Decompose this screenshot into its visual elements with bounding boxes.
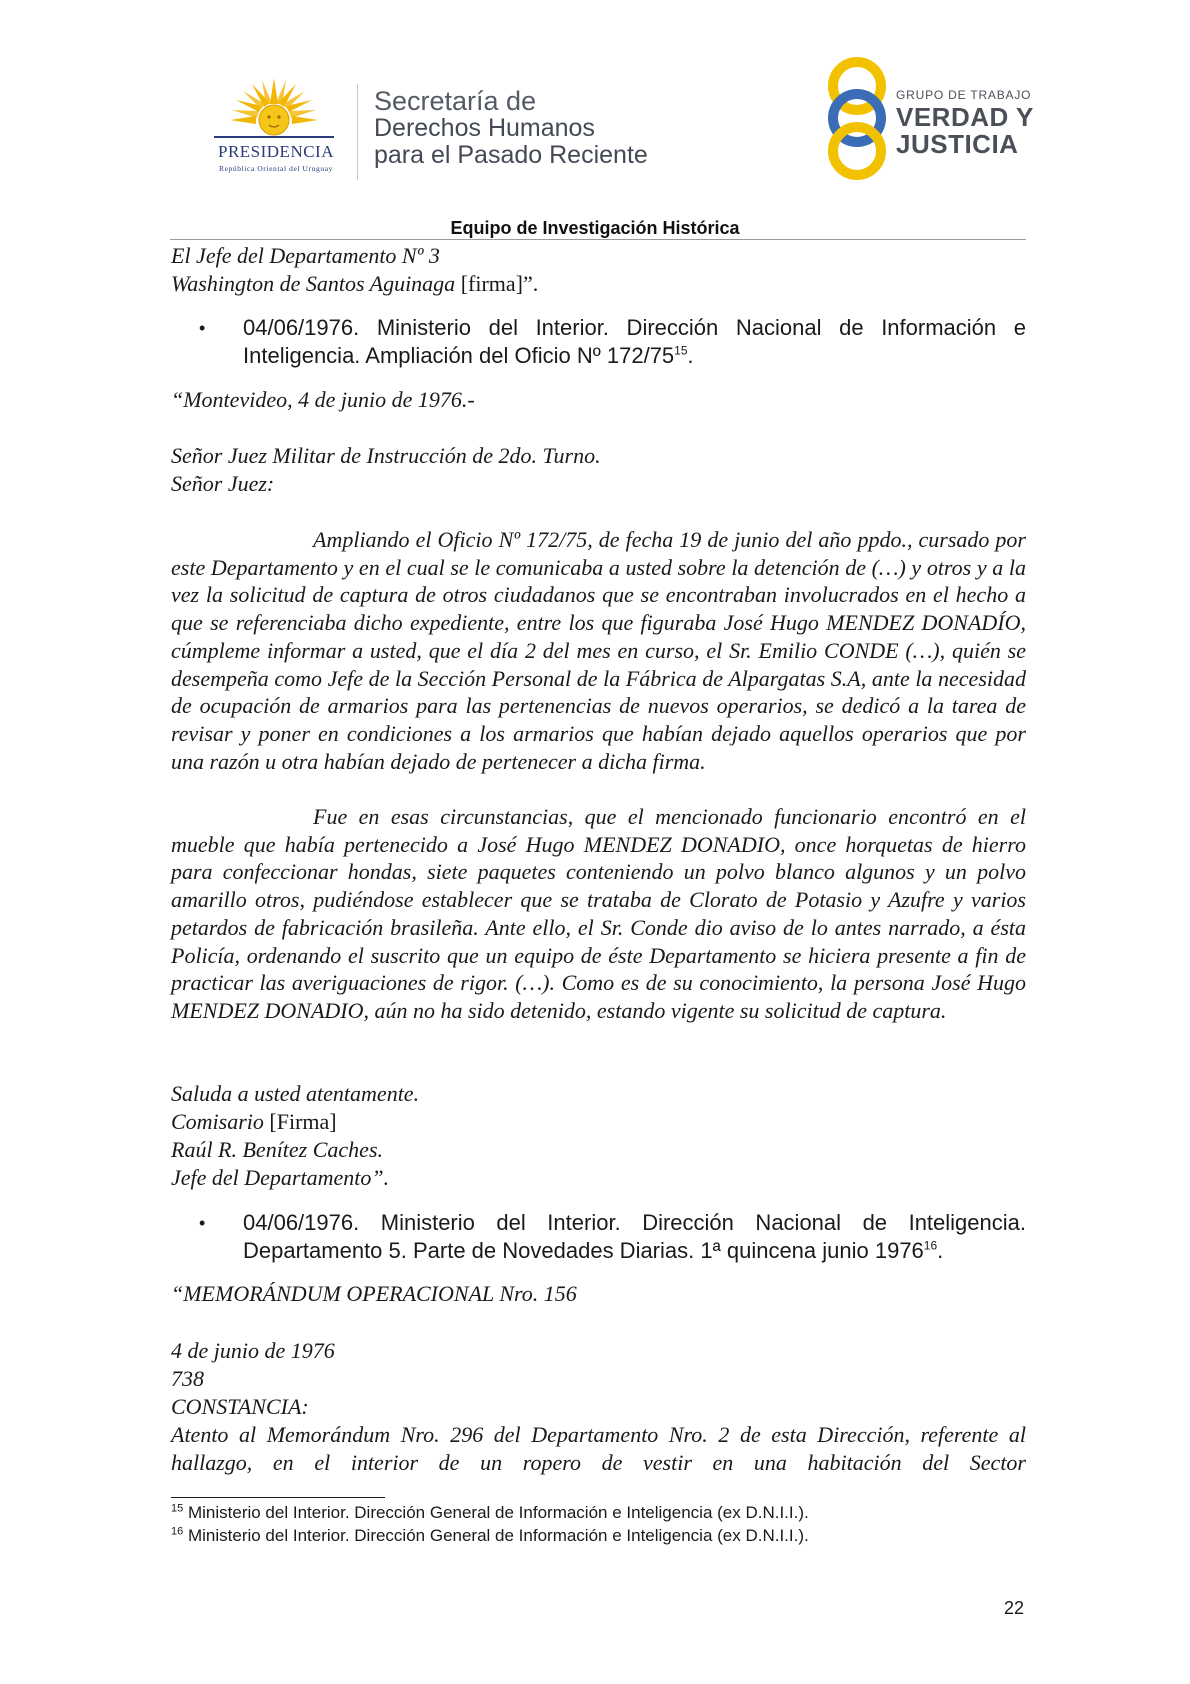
memo-title: “MEMORÁNDUM OPERACIONAL Nro. 156 xyxy=(171,1281,577,1306)
gtvj-line-1: VERDAD Y xyxy=(896,102,1034,132)
opening-line-1: El Jefe del Departamento Nº 3 xyxy=(171,243,440,268)
memo-paragraph: Atento al Memorándum Nro. 296 del Departamento Nro. 2 de esta Dirección, referente al hallazgo, en el interior de un ropero de vestir en una habitación del Sector xyxy=(171,1422,1026,1475)
page-number: 22 xyxy=(1004,1598,1025,1618)
closing-line-4: Jefe del Departamento”. xyxy=(171,1165,390,1190)
paragraph-1-text: Ampliando el Oficio Nº 172/75, de fecha 19 de junio del año ppdo., cursado por este Departamento y en el cual se le comunicaba a usted sobre la detención de (…) y otros y a la vez la solicitud de captura de otros ciudadanos que se encontraban involucrados en el hecho a que se referenciaba dicho expediente, entre los que figuraba José Hugo MENDEZ DONADÍO, cúmpleme informar a usted, que el día 2 del mes en curso, el Sr. Emilio CONDE (…), quién se desempeña como Jefe de la Sección Personal de la Fábrica de Alpargatas S.A, ante la necesidad de ocupación de armarios para las pertenencias de nuevos operarios, se dedicó a la tarea de revisar y poner en condiciones a los armarios que habían dejado aquellos operarios que por una razón u otra habían dejado de pertenecer a dicha firma. xyxy=(171,527,1026,774)
closing-line-2 xyxy=(171,1108,337,1136)
footnote-number: 16 xyxy=(171,1525,184,1538)
bullet-2-text xyxy=(243,1209,1026,1265)
closing-line-1: Saluda a usted atentamente. xyxy=(171,1081,420,1106)
footnote-ref-15[interactable]: 15 xyxy=(674,343,688,358)
footnote-rule xyxy=(171,1497,385,1498)
bullet-dot-icon: • xyxy=(199,318,206,338)
paragraph-2-text: Fue en esas circunstancias, que el mencionado funcionario encontró en el mueble que había pertenecido a José Hugo MENDEZ DONADIO, once horquetas de hierro para confeccionar hondas, siete paquetes conteniendo un polvo blanco algunos y un polvo amarillo otros, pudiéndose establecer que se trataba de Clorato de Potasio y Azufre y varios petardos de fabricación brasileña. Ante ello, el Sr. Conde dio aviso de lo antes narrado, a ésta Policía, ordenando el suscrito que un equipo de éste Departamento se hiciera presente a fin de practicar las averiguaciones de rigor. (…). Como es de su conocimiento, la persona José Hugo MENDEZ DONADIO, aún no ha sido detenido, estando vigente su solicitud de captura. xyxy=(171,804,1026,1023)
presidencia-subtitle: República Oriental del Uruguay xyxy=(218,164,333,173)
letter-paragraph-1 xyxy=(171,526,1026,775)
gtvj-small-label: GRUPO DE TRABAJO xyxy=(896,88,1032,102)
header-divider xyxy=(357,84,358,180)
sun-emblem-icon xyxy=(196,78,356,142)
footnote-text: Ministerio del Interior. Dirección General de Información e Inteligencia (ex D.N.I.I.). xyxy=(183,1503,809,1522)
bullet-1-text xyxy=(243,314,1026,370)
presidencia-wordmark: PRESIDENCIA xyxy=(217,142,334,161)
secretaria-title xyxy=(374,88,648,169)
bullet-dot-icon: • xyxy=(199,1213,206,1233)
footnote-text: Ministerio del Interior. Dirección General de Información e Inteligencia (ex D.N.I.I.). xyxy=(183,1526,809,1545)
memo-date: 4 de junio de 1976 xyxy=(171,1338,335,1363)
verdad-justicia-wordmark xyxy=(896,88,1034,158)
secretaria-line-2: Derechos Humanos xyxy=(374,114,595,142)
presidencia-logo xyxy=(196,78,356,178)
bullet-1-end: . xyxy=(687,343,694,368)
footnote-number: 15 xyxy=(171,1502,184,1515)
letter-date: “Montevideo, 4 de junio de 1976.- xyxy=(171,387,475,412)
footnote-15 xyxy=(171,1503,809,1523)
letter-paragraph-2 xyxy=(171,803,1026,1025)
footnote-ref-16[interactable]: 16 xyxy=(923,1238,938,1253)
closing-rank: Comisario xyxy=(171,1109,264,1134)
signature-note: [firma]”. xyxy=(455,271,539,296)
closing-signature-note: [Firma] xyxy=(263,1109,337,1134)
signatory-name: Washington de Santos Aguinaga xyxy=(171,271,456,296)
letter-recipient-1: Señor Juez Militar de Instrucción de 2do. Turno. xyxy=(171,443,601,468)
bullet-item-2 xyxy=(199,1209,1026,1269)
closing-line-3: Raúl R. Benítez Caches. xyxy=(171,1137,384,1162)
memo-constancia: CONSTANCIA: xyxy=(171,1394,309,1419)
bullet-2-end: . xyxy=(937,1238,944,1263)
memo-number: 738 xyxy=(171,1366,204,1391)
verdad-justicia-rings-icon xyxy=(820,56,895,181)
bullet-item-1 xyxy=(199,314,1026,374)
header-equipo-title: Equipo de Investigación Histórica xyxy=(450,218,740,238)
bullet-1-body: 04/06/1976. Ministerio del Interior. Dirección Nacional de Información e Inteligencia. Ampliación del Oficio Nº 172/75 xyxy=(243,315,1026,368)
footnote-16 xyxy=(171,1526,809,1546)
secretaria-line-1: Secretaría de xyxy=(374,86,537,116)
letter-recipient-2: Señor Juez: xyxy=(171,471,275,496)
secretaria-line-3: para el Pasado Reciente xyxy=(374,141,648,169)
bullet-2-body: 04/06/1976. Ministerio del Interior. Dirección Nacional de Inteligencia. Departamento 5. Parte de Novedades Diarias. 1ª quincena junio 1976 xyxy=(243,1210,1026,1263)
opening-line-2 xyxy=(171,270,538,298)
header-rule xyxy=(170,239,1026,240)
gtvj-line-2: JUSTICIA xyxy=(896,129,1019,159)
